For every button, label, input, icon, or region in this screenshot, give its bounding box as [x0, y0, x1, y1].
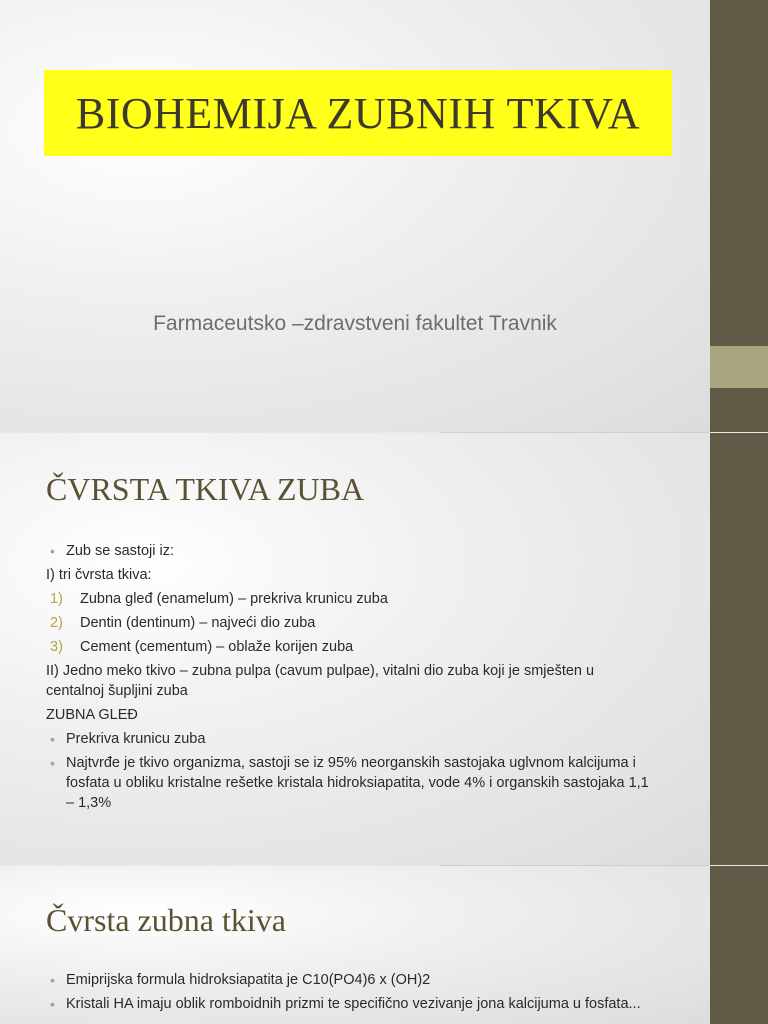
slide-title: BIOHEMIJA ZUBNIH TKIVA: [75, 88, 641, 138]
slide-2-heading: ČVRSTA TKIVA ZUBA: [46, 471, 365, 507]
list-item: • Emiprijska formula hidroksiapatita je C10(PO4)6 x (OH)2: [50, 972, 431, 988]
slide-3: [0, 866, 710, 1024]
bullet-icon: •: [50, 996, 55, 1012]
slide-3-heading: Čvrsta zubna tkiva: [46, 902, 286, 938]
list-item: 1) Zubna gleđ (enamelum) – prekriva krunicu zuba: [50, 591, 388, 607]
slide-2: [0, 433, 710, 865]
subheading: ZUBNA GLEĐ: [46, 707, 138, 723]
list-item: • Zub se sastoji iz:: [50, 543, 174, 559]
slide-1-rail-accent: [710, 346, 768, 388]
title-banner: [44, 70, 672, 156]
slide-2-rail: [710, 433, 768, 865]
slide-2-content: [46, 541, 652, 813]
bullet-icon: •: [50, 755, 55, 771]
bullet-icon: •: [50, 731, 55, 747]
list-item: 2) Dentin (dentinum) – najveći dio zuba: [50, 615, 316, 631]
group-heading: II) Jedno meko tkivo – zubna pulpa (cavum pulpae), vitalni dio zuba koji je smješten u centalnoj šupljini zuba: [46, 663, 595, 699]
bullet-icon: •: [50, 972, 55, 988]
list-item: 3) Cement (cementum) – oblaže korijen zuba: [50, 639, 354, 655]
slide-subtitle: Farmaceutsko –zdravstveni fakultet Travnik: [153, 312, 557, 335]
group-heading: I) tri čvrsta tkiva:: [46, 567, 152, 583]
slide-1: [0, 0, 710, 432]
slide-3-rail: [710, 866, 768, 1024]
list-item: • Kristali HA imaju oblik romboidnih prizmi te specifično vezivanje jona kalcijuma u fosfata...: [50, 996, 641, 1012]
slide-3-content: [46, 970, 652, 1014]
bullet-icon: •: [50, 543, 55, 559]
list-item: • Prekriva krunicu zuba: [50, 731, 206, 747]
list-item: • Najtvrđe je tkivo organizma, sastoji se iz 95% neorganskih sastojaka uglvnom kalcijuma i fosfata u obliku kristalne rešetke kristala hidroksiapatita, vode 4% i organskih sastojaka 1,1 – 1,3%: [50, 755, 649, 811]
